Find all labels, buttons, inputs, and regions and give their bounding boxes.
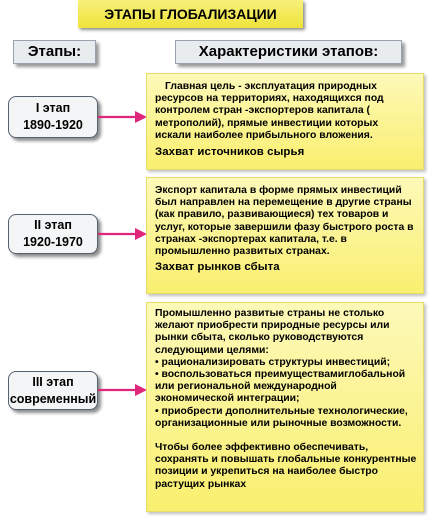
stage-box-2 bbox=[8, 214, 98, 254]
arrow-icon bbox=[98, 380, 148, 400]
page-title: ЭТАПЫ ГЛОБАЛИЗАЦИИ bbox=[78, 0, 303, 28]
card-bullet: • приобрести дополнительные технологические, организационные или рыночные возможности. bbox=[155, 406, 417, 430]
stage-box-1 bbox=[8, 96, 98, 138]
card-summary: Захват рынков сбыта bbox=[155, 261, 280, 274]
stage-box-3 bbox=[8, 371, 98, 410]
card-bullet: • воспользоваться преимуществамиглобальной или региональной международной экономической интеграции; bbox=[155, 369, 417, 406]
card-text: Главная цель - эксплуатация природных ресурсов на территориях, находящихся под контролем стран -экспортеров капитала ( метрополий), прямые инвестиции которых искали наиболее прибыльного вложения. bbox=[155, 81, 384, 141]
card-intro: Промышленно развитые страны не столько желают приобрести природные ресурсы или рынки сбыта, сколько руководствуются следующими целями: bbox=[155, 308, 390, 356]
stage-1-card bbox=[146, 73, 424, 170]
stage-period: 1890-1920 bbox=[23, 118, 83, 132]
stage-3-card bbox=[146, 302, 424, 512]
stage-name: II этап bbox=[34, 218, 72, 232]
arrow-icon bbox=[98, 224, 148, 244]
characteristics-header: Характеристики этапов: bbox=[175, 40, 402, 64]
arrow-icon bbox=[98, 107, 148, 127]
stage-period: 1920-1970 bbox=[23, 235, 83, 249]
card-conclusion: Чтобы более эффективно обеспечивать, сохранять и повышать глобальные конкурентные позиции и укрепиться на наиболее быстро растущих рынках bbox=[155, 442, 417, 490]
stage-name: I этап bbox=[35, 101, 71, 115]
card-summary: Захват источников сырья bbox=[155, 146, 305, 159]
stage-period: современный bbox=[9, 391, 97, 406]
stage-name: III этап bbox=[32, 374, 74, 389]
stages-header: Этапы: bbox=[13, 40, 96, 64]
card-text: Экспорт капитала в форме прямых инвестиций был направлен на перемещение в другие страны (как правило, развивающиеся) тех товаров и услуг, которые завершили фазу быстрого роста в странах -экспортерах капитала, т.е. в промышленно развитых странах. bbox=[155, 185, 414, 258]
stage-2-card bbox=[146, 177, 424, 294]
card-bullet: • рационализировать структуры инвестиций; bbox=[155, 357, 417, 369]
